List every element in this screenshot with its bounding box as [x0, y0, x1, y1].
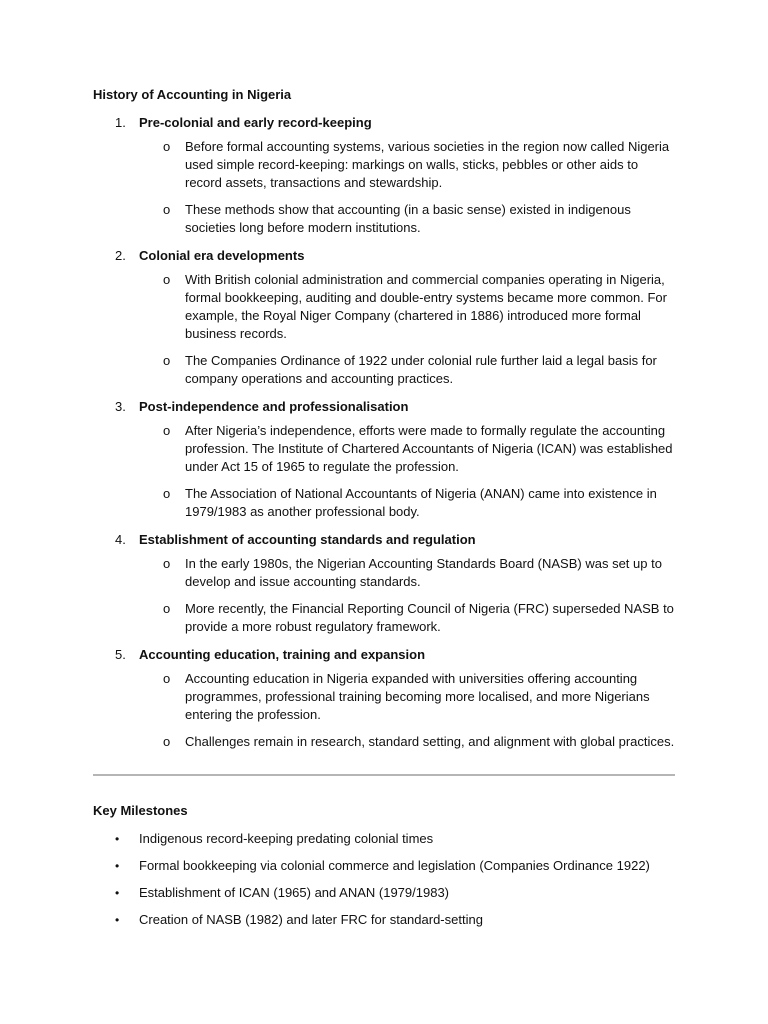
section-number: 4.: [115, 532, 126, 547]
section-1: [93, 114, 677, 237]
milestone-item: [93, 884, 677, 902]
section-number: 1.: [115, 115, 126, 130]
section-number: 2.: [115, 248, 126, 263]
bullet-text: The Companies Ordinance of 1922 under colonial rule further laid a legal basis for company operations and accounting practices.: [185, 353, 657, 386]
hollow-bullet-icon: o: [163, 272, 171, 287]
section-3: [93, 398, 677, 521]
section-title: Colonial era developments: [139, 248, 305, 263]
bullet-dot-icon: •: [115, 913, 120, 927]
section-heading: [93, 398, 677, 416]
section-heading: [93, 114, 677, 132]
bullet-text: Accounting education in Nigeria expanded with universities offering accounting programmes, professional training becoming more localised, and more Nigerians entering the profession.: [185, 671, 650, 722]
list-item: [93, 670, 677, 724]
list-item: [93, 271, 677, 343]
milestone-item: [93, 857, 677, 875]
list-item: [93, 201, 677, 237]
hollow-bullet-icon: o: [163, 139, 171, 154]
section-title: Pre-colonial and early record-keeping: [139, 115, 372, 130]
document-body: [93, 86, 677, 751]
section-number: 5.: [115, 647, 126, 662]
document-title: History of Accounting in Nigeria: [93, 87, 292, 102]
bullet-text: Challenges remain in research, standard setting, and alignment with global practices.: [185, 734, 675, 749]
milestone-text: Formal bookkeeping via colonial commerce and legislation (Companies Ordinance 1922): [139, 858, 650, 873]
milestone-text: Indigenous record-keeping predating colonial times: [139, 831, 434, 846]
bullet-text: Before formal accounting systems, various societies in the region now called Nigeria used simple record-keeping: markings on walls, sticks, pebbles or other aids to record assets, transactions and stewardship.: [185, 139, 670, 190]
section-2: [93, 247, 677, 388]
bullet-dot-icon: •: [115, 859, 120, 873]
section-bullet-list: [93, 555, 677, 636]
bullet-text: The Association of National Accountants of Nigeria (ANAN) came into existence in 1979/1983 as another professional body.: [185, 486, 657, 519]
bullet-text: In the early 1980s, the Nigerian Accounting Standards Board (NASB) was set up to develop and issue accounting standards.: [185, 556, 662, 589]
section-heading: [93, 531, 677, 549]
list-item: [93, 138, 677, 192]
section-bullet-list: [93, 138, 677, 237]
bullet-text: With British colonial administration and commercial companies operating in Nigeria, formal bookkeeping, auditing and double-entry systems became more common. For example, the Royal Niger Company (chartered in 1886) introduced more formal business records.: [185, 272, 667, 341]
section-bullet-list: [93, 670, 677, 751]
section-number-cell: [93, 114, 139, 132]
bullet-dot-icon: •: [115, 886, 120, 900]
section-number-cell: [93, 531, 139, 549]
list-item: [93, 352, 677, 388]
section-5: [93, 646, 677, 751]
hollow-bullet-icon: o: [163, 486, 171, 501]
section-number-cell: [93, 398, 139, 416]
bullet-text: These methods show that accounting (in a basic sense) existed in indigenous societies long before modern institutions.: [185, 202, 631, 235]
section-number-cell: [93, 646, 139, 664]
section-title: Post-independence and professionalisation: [139, 399, 409, 414]
hollow-bullet-icon: o: [163, 734, 171, 749]
section-heading: [93, 247, 677, 265]
hollow-bullet-icon: o: [163, 671, 171, 686]
section-number: 3.: [115, 399, 126, 414]
section-number-cell: [93, 247, 139, 265]
milestones-list: [93, 830, 677, 929]
list-item: [93, 555, 677, 591]
bullet-dot-icon: •: [115, 832, 120, 846]
hollow-bullet-icon: o: [163, 202, 171, 217]
section-title: Establishment of accounting standards and regulation: [139, 532, 476, 547]
section-heading: [93, 646, 677, 664]
section-list: [93, 114, 677, 751]
list-item: [93, 422, 677, 476]
list-item: [93, 733, 677, 751]
section-bullet-list: [93, 271, 677, 388]
hollow-bullet-icon: o: [163, 556, 171, 571]
bullet-text: After Nigeria’s independence, efforts were made to formally regulate the accounting profession. The Institute of Chartered Accountants of Nigeria (ICAN) was established under Act 15 of 1965 to regulate the profession.: [185, 423, 673, 474]
list-item: [93, 485, 677, 521]
hollow-bullet-icon: o: [163, 353, 171, 368]
list-item: [93, 600, 677, 636]
horizontal-divider: [93, 774, 675, 776]
bullet-text: More recently, the Financial Reporting Council of Nigeria (FRC) superseded NASB to provide a more robust regulatory framework.: [185, 601, 674, 634]
milestones-block: [93, 802, 677, 938]
hollow-bullet-icon: o: [163, 423, 171, 438]
milestone-item: [93, 911, 677, 929]
milestone-text: Establishment of ICAN (1965) and ANAN (1979/1983): [139, 885, 450, 900]
milestone-text: Creation of NASB (1982) and later FRC for standard-setting: [139, 912, 483, 927]
section-4: [93, 531, 677, 636]
section-bullet-list: [93, 422, 677, 521]
hollow-bullet-icon: o: [163, 601, 171, 616]
section-title: Accounting education, training and expansion: [139, 647, 426, 662]
milestone-item: [93, 830, 677, 848]
milestones-title: Key Milestones: [93, 803, 188, 818]
